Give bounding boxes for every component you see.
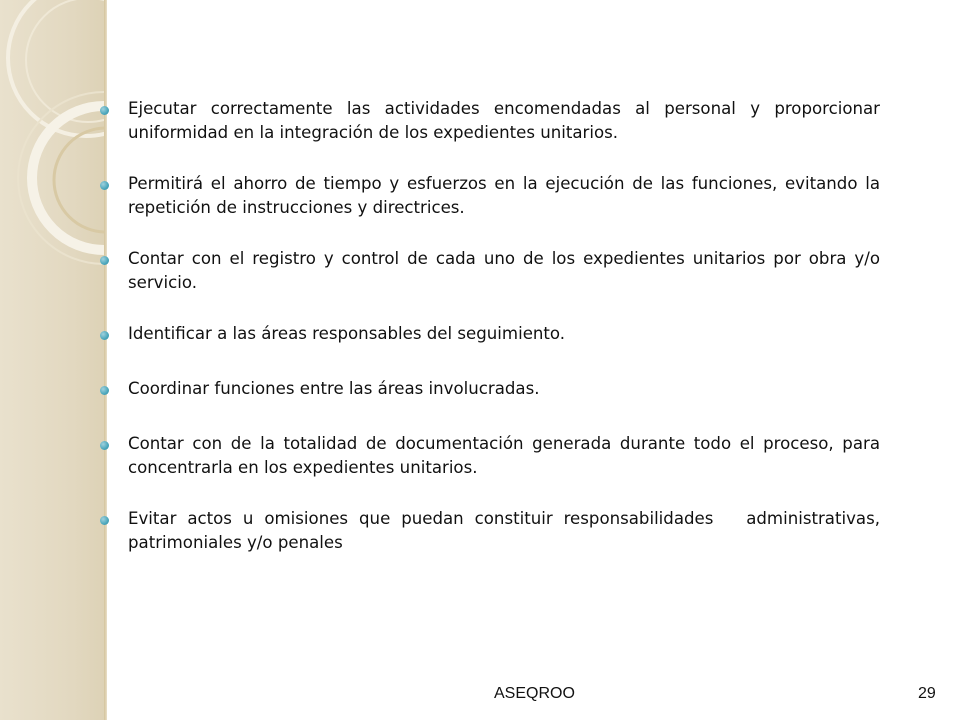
bullet-item <box>98 97 880 145</box>
footer-organization: ASEQROO <box>494 685 575 702</box>
bullet-item <box>98 322 880 346</box>
bullet-list <box>98 97 886 555</box>
bullet-icon <box>100 331 109 340</box>
bullet-icon <box>100 386 109 395</box>
ring-outer-top <box>8 0 104 136</box>
bullet-icon <box>100 441 109 450</box>
bullet-text: Evitar actos u omisiones que puedan constituir responsabilidades administrativas, patrimoniales y/o penales <box>128 509 886 552</box>
bullet-text: Contar con el registro y control de cada uno de los expedientes unitarios por obra y/o servicio. <box>128 249 880 292</box>
bullet-item <box>98 377 880 401</box>
decorative-rings <box>0 0 104 720</box>
decorative-side-panel <box>0 0 104 720</box>
bullet-text: Contar con de la totalidad de documentación generada durante todo el proceso, para concentrarla en los expedientes unitarios. <box>128 434 880 477</box>
slide-content <box>98 97 886 582</box>
bullet-text: Coordinar funciones entre las áreas involucradas. <box>128 379 540 398</box>
bullet-item <box>98 432 880 480</box>
bullet-text: Identificar a las áreas responsables del seguimiento. <box>128 324 566 343</box>
bullet-icon <box>100 256 109 265</box>
bullet-icon <box>100 516 109 525</box>
ring-outer-middle <box>32 106 104 250</box>
bullet-icon <box>100 106 109 115</box>
bullet-text: Ejecutar correctamente las actividades encomendadas al personal y proporcionar uniformidad en la integración de los expedientes unitarios. <box>128 99 880 142</box>
bullet-icon <box>100 181 109 190</box>
bullet-text: Permitirá el ahorro de tiempo y esfuerzos en la ejecución de las funciones, evitando la repetición de instrucciones y directrices. <box>128 174 880 217</box>
page-number: 29 <box>918 685 936 702</box>
bullet-item <box>98 172 880 220</box>
bullet-item <box>98 507 886 555</box>
ring-inner-middle <box>54 128 104 232</box>
bullet-item <box>98 247 880 295</box>
